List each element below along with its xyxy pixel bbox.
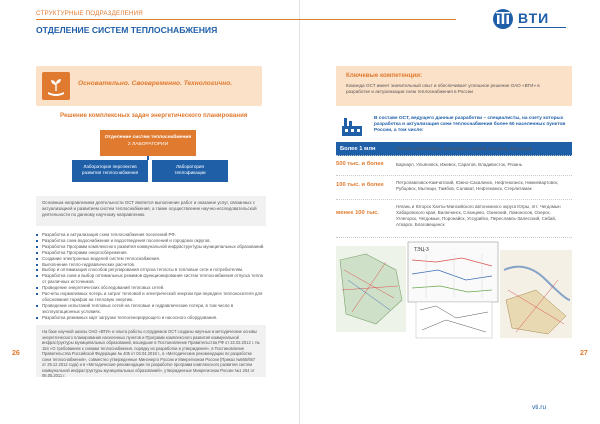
page-number-left: 26 (12, 350, 20, 357)
intro-paragraph: Основным направлением деятельности ОСТ является выполнение работ и оказание услуг, связанных с актуализацией и развитием систем теплоснабжения, а также осуществление научно-исследовательской деятельности по данному научному направлению. (36, 196, 266, 226)
vti-emblem-icon (492, 8, 514, 34)
ost-summary (340, 114, 572, 138)
table-row (336, 202, 572, 238)
population-label: 100 тыс. и более (336, 182, 384, 188)
table-row (336, 158, 572, 176)
hand-plant-icon (42, 72, 70, 100)
services-list (36, 232, 266, 321)
cities-text: Москва, Новосибирск, Красноярск, Нижний Новгород, Краснодар (396, 146, 533, 151)
list-item: Выполнение тепло-гидравлических расчетов. (36, 262, 266, 268)
population-label: Более 1 млн (340, 146, 376, 152)
heat-network-maps (336, 240, 572, 340)
page-number-right: 27 (580, 350, 588, 357)
list-item: Расчеты нормативных потерь и затрат тепловой и электрической энергии при передаче теплоносителя для обоснования тарифов на тепловую энергию. (36, 291, 266, 303)
motto-text: Основательно. Своевременно. Технологично. (78, 80, 233, 87)
table-row (336, 178, 572, 200)
logo-text: ВТИ (518, 10, 550, 26)
list-item: Разработка Программ энергосбережения. (36, 250, 266, 256)
vti-logo (492, 8, 588, 36)
factory-icon (340, 114, 364, 138)
website-link[interactable]: vti.ru (532, 404, 547, 411)
cities-text: Петропавловск-Камчатский, Южно-Сахалинск, Нефтеюганск, Нижневартовск, Рубцовск, Мытищи, Тамбов, Салават, Нефтекамск, Стерлитамак (396, 180, 559, 191)
ost-summary-text: В составе ОСТ, ведущего данные разработки – специалисты, на счету которых разработка и актуализация схем теплоснабжения более 60 населенных пунктов России, а том числе: (374, 116, 566, 133)
lab-heating-line1: Лаборатория (176, 164, 204, 169)
list-item: Создание электронных моделей систем теплоснабжения. (36, 256, 266, 262)
competencies-text: Команда ОСТ имеет значительный опыт и обеспечивает успешное решение ОАО «ВТИ» в разработке и актуализации схем теплоснабжения в России (346, 83, 540, 94)
labs-count: 2 ЛАБОРАТОРИИ (127, 142, 169, 147)
population-label: 500 тыс. и более (336, 161, 384, 167)
lab-heating-line2: теплофикации (174, 170, 206, 175)
list-item: Разработка схем и выбор оптимальных режимов функционирования систем теплоснабжения отпуска тепла от различных источников. (36, 273, 266, 285)
lab-prospects-box (72, 160, 148, 182)
department-box (100, 130, 196, 156)
list-item: Проведение энергетических обследований тепловых сетей. (36, 285, 266, 291)
lab-prospects-line2: развития теплоснабжения (81, 170, 139, 175)
map-label: ТЭЦ-3 (414, 247, 429, 253)
population-label: менее 100 тыс. (336, 210, 379, 216)
cities-text: Нягань и Югорск Ханты-Мансийского автономного округа Югры, пгт. Чегдомын Хабаровского края, Валючинск, Сланцево, Озинский, Ломоносов, Озерск, Углегорск, Чегдомын, Поронайск, Уссурийск, Переславль-Залесский, Сибай, Аткарск, Благовещенск (396, 204, 561, 227)
list-item: Выбор и оптимизация способов регулирования отпуска теплоты в тепловые сети и потребителям. (36, 267, 266, 273)
motto-banner (36, 66, 262, 106)
lab-prospects-line1: Лаборатория перспектив (83, 164, 137, 169)
department-name: Отделение систем теплоснабжения (104, 135, 192, 140)
list-item: Проведение испытаний тепловых сетей на тепловые и гидравлические потери, в том числе в эксплуатационных условиях. (36, 303, 266, 315)
competencies-box (336, 66, 572, 106)
logo-underline (518, 27, 566, 31)
list-item: Разработка схем водоснабжения и водоотведения поселений и городских округов. (36, 238, 266, 244)
page-title: ОТДЕЛЕНИЕ СИСТЕМ ТЕПЛОСНАБЖЕНИЯ (36, 25, 218, 35)
competencies-title: Ключевые компетенции: (346, 72, 423, 79)
list-item: Разработка и актуализация схем теплоснабжения поселений РФ. (36, 232, 266, 238)
list-item: Разработка режимных карт загрузки теплогенерирующего и насосного оборудования. (36, 315, 266, 321)
list-item: Разработка Программ комплексного развития коммунальной инфраструктуры муниципальных образований. (36, 244, 266, 250)
methodology-note: На базе научной школы ОАО «ВТИ» и опыта работы сотрудников ОСТ созданы научные и методические основы энергетического планирования населенных пунктов и Программ комплексного развития коммунальной инфраструктуры муниципальных образований, вошедшие в Постановление Правительства РФ от 22.02.2012 г. № 154 «О требованиях к схемам теплоснабжения, порядку их разработки и утверждения», в Постановление Правительства Российской Федерации № 405 от 03.04.2018 г., в «Методические рекомендации по разработке схем теплоснабжения», совместно утвержденные Минэнерго России и Минрегионом России (Приказ №565/667 от 29.12.2012 года) и в «Методические рекомендации по разработке программ комплексного развития систем коммунальной инфраструктуры муниципальных образований», утвержденные Минрегионом России №1 204 от 06.05.2011 г. (36, 325, 266, 377)
section-label: СТРУКТУРНЫЕ ПОДРАЗДЕЛЕНИЯ (36, 10, 143, 17)
planning-title: Решение комплексных задач энергетического планирования (60, 112, 248, 119)
cities-text: Барнаул, Ульяновск, Ижевск, Саратов, Владивосток, Рязань (396, 162, 523, 167)
lab-heating-box (152, 160, 228, 182)
section-divider (36, 19, 456, 20)
